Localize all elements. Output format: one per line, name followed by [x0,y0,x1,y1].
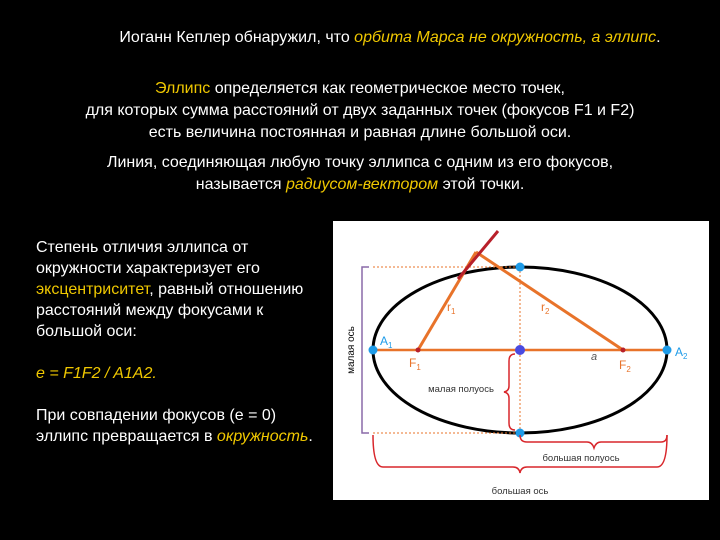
radius-vector-r2 [476,252,623,350]
minor-axis-bracket [362,267,369,433]
vertex-a1-marker [369,346,378,355]
circle-term: окружность [216,428,309,445]
eccentricity-text: Степень отличия эллипса от окружности характеризует его эксцентриситет, равный отношению расстояний между фокусами к большой оси: [36,239,304,340]
major-semi-axis-label: большая полуось [542,453,620,464]
minor-axis-label: малая ось [346,326,357,374]
coincidence-text: При совпадении фокусов (e = 0) эллипс превращается в окружность. [36,407,313,445]
minor-semi-axis-bracket [504,354,515,430]
focus-f2-dot [621,348,626,353]
label-r1: $r_1$ [447,300,456,316]
label-f1: $F_1$ [409,356,421,372]
eccentricity-formula: e = F1F2 / A1A2. [36,365,157,382]
ellipse-term: Эллипс [155,80,211,97]
ellipse-diagram [333,221,709,500]
label-a2: $A_2$ [675,345,688,361]
label-a: a [591,351,598,363]
eccentricity-block [36,237,326,447]
focus-f1-dot [416,348,421,353]
eccentricity-term: эксцентриситет [36,281,150,298]
mars-orbit-highlight: орбита Марса не окружность, а эллипс [354,29,657,46]
ellipse-definition: Эллипс определяется как геометрическое место точек, для которых сумма расстояний от двух заданных точек (фокусов F1 и F2) есть величина постоянная и равная длине большой оси. [85,80,635,141]
major-axis-bracket [373,435,667,473]
major-axis-label: большая ось [491,486,549,497]
minor-semi-axis-label: малая полуось [428,384,494,395]
top-vertex-marker [516,263,525,272]
radius-vector-term: радиусом-вектором [285,176,439,193]
intro-text: Иоганн Кеплер обнаружил, что орбита Марса не окружность, а эллипс. [119,29,661,46]
label-r2: $r_2$ [541,300,550,316]
radius-vector-definition: Линия, соединяющая любую точку эллипса с одним из его фокусов, называется радиусом-вектором этой точки. [106,154,614,193]
major-semi-axis-bracket [520,435,667,448]
center-marker [515,345,525,355]
label-a1: $A_1$ [380,334,393,350]
label-f2: $F_2$ [619,358,631,374]
vertex-a2-marker [663,346,672,355]
